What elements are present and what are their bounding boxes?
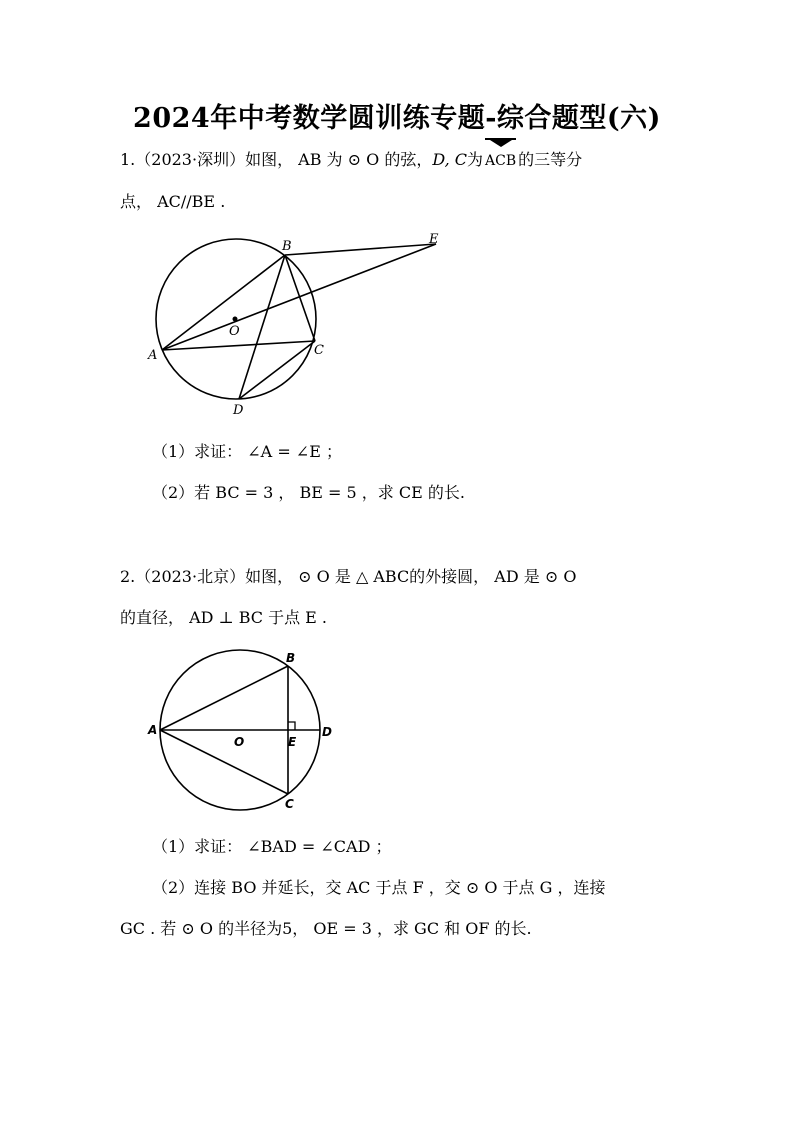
q2-line-2: 的直径， AD ⊥ BC 于点 E . [120,608,328,627]
q1-line-dc [239,341,315,399]
q1-label-o: O [229,324,240,339]
q1-line1-for: 为 [467,150,484,169]
q1-line1-suffix: 的三等分 [518,150,583,169]
q2-line-ac [160,730,288,794]
q1-line-2: 点， AC//BE . [120,192,226,211]
q1-center-dot [233,317,238,322]
q1-label-e: E [429,232,439,247]
q1-line1-prefix: 1.（2023·深圳）如图， AB 为 ⊙ O 的弦， [120,150,433,169]
q1-line-bd [239,255,285,399]
q2-label-c: C [285,797,294,811]
q2-label-o: O [234,735,245,749]
q2-line-ab [160,666,288,730]
q1-line1-dc: D, C [432,150,468,169]
q2-part-1: （1）求证： ∠BAD = ∠CAD ； [152,837,392,856]
arc-label: ACB [485,153,517,169]
q1-line-1 [120,148,680,173]
q1-label-a: A [148,348,158,363]
q1-label-d: D [233,403,244,418]
right-angle-icon [288,722,295,730]
q1-part-2: （2）若 BC = 3 ， BE = 5 ，求 CE 的长. [152,483,465,502]
q1-figure [140,226,460,422]
q2-line-1: 2.（2023·北京）如图， ⊙ O 是 △ ABC的外接圆， AD 是 ⊙ O [120,567,577,586]
arc-acb [485,149,516,173]
q1-line-ac [162,341,315,350]
q1-line-ab [162,255,285,350]
arc-mark-icon [490,140,512,147]
q2-label-b: B [286,651,296,665]
q2-part-2-line-1: （2）连接 BO 并延长，交 AC 于点 F ，交 ⊙ O 于点 G ，连接 [152,878,606,897]
q1-part-1: （1）求证： ∠A = ∠E ； [152,442,342,461]
q2-label-d: D [322,725,332,739]
q2-part-2-line-2: GC . 若 ⊙ O 的半径为5， OE = 3 ，求 GC 和 OF 的长. [120,919,532,938]
page-title: 2024年中考数学圆训练专题-综合题型(六) [133,103,661,134]
q2-figure [146,646,346,816]
q1-label-c: C [314,343,324,358]
q2-label-e: E [288,735,297,749]
q1-label-b: B [282,239,292,254]
q2-label-a: A [148,723,158,737]
q1-line-bc [285,255,315,341]
